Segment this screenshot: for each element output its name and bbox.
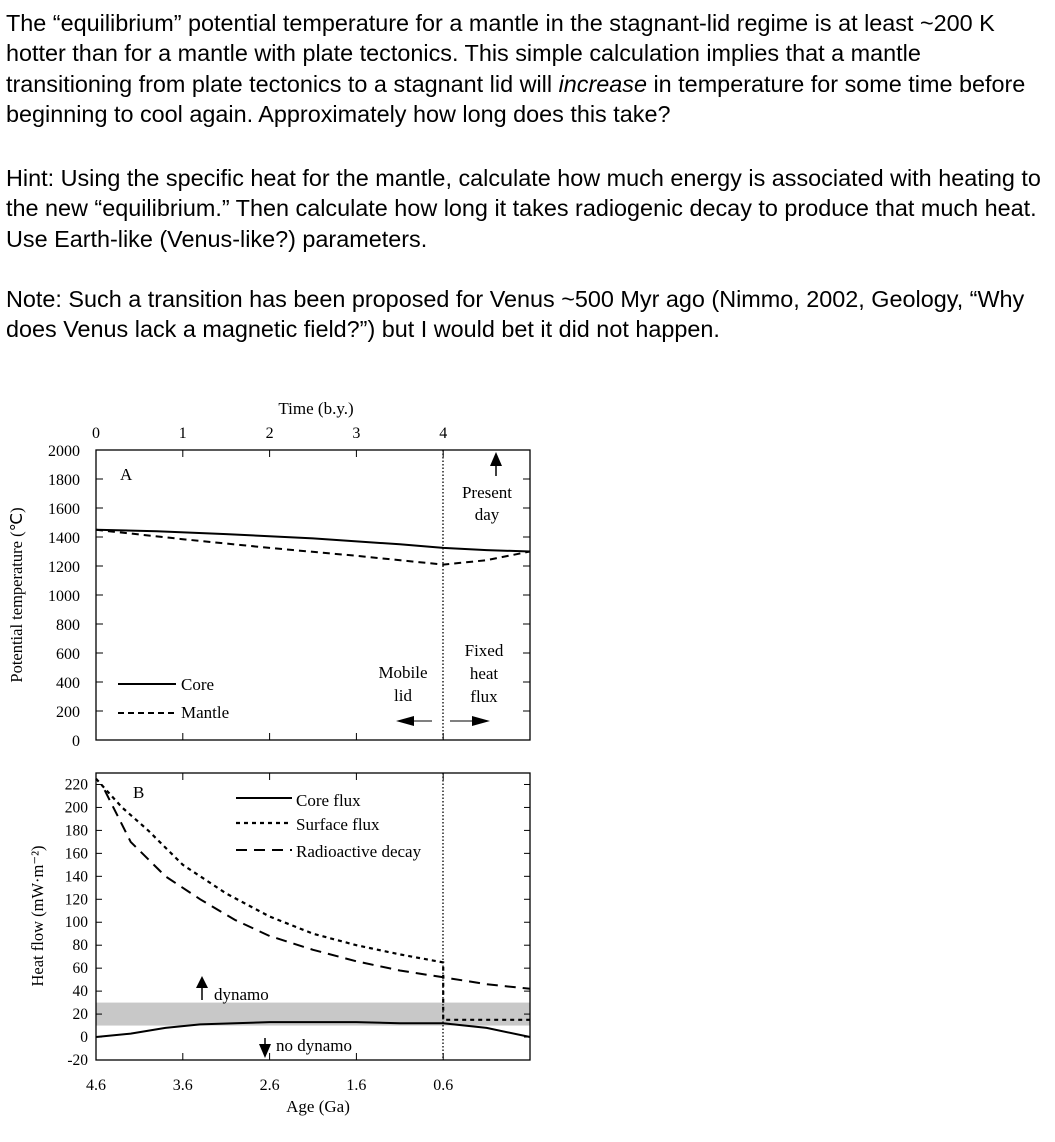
panel-a-x-tick-label: 0: [92, 425, 100, 442]
fixed-flux-arrow: [450, 716, 490, 726]
mobile-lid-arrow-head: [396, 716, 414, 726]
question-text-after: in temperature for some time before beginning to cool again. Approximately how long does this take?: [6, 70, 1026, 127]
legend-surface-flux-label: Surface flux: [296, 815, 380, 834]
panel-b-y-tick-label: 60: [72, 960, 88, 978]
legend-core-flux-label: Core flux: [296, 791, 361, 810]
legend-mantle-label: Mantle: [181, 703, 230, 722]
hint-paragraph: Hint: Using the specific heat for the mantle, calculate how much energy is associated with heating to the new “equilibrium.” Then calculate how long it takes radiogenic decay to produce that much heat. Use Earth-like (Venus-like?) parameters.: [6, 165, 1041, 252]
panel-a-core-line: [96, 530, 530, 552]
legend-core-label: Core: [181, 675, 215, 694]
panel-a-x-tick-label: 3: [352, 425, 361, 442]
figure: [0, 380, 560, 1120]
panel-a-y-tick-label: 1400: [48, 530, 80, 547]
dynamo-label: dynamo: [214, 985, 269, 1004]
mobile-lid-arrow: [396, 716, 432, 726]
note-paragraph: Note: Such a transition has been proposed for Venus ~500 Myr ago (Nimmo, 2002, Geology, “Why does Venus lack a magnetic field?”) but I would bet it did not happen.: [6, 286, 1025, 343]
present-day-label: Present day: [461, 483, 513, 524]
panel-b-legend: [236, 791, 422, 861]
panel-b-ylabel: Heat flow (mW·m⁻²): [28, 845, 47, 987]
panel-b-y-tick-label: 120: [64, 891, 88, 909]
fixed-flux-arrow-head: [472, 716, 490, 726]
panel-a-y-tick-label: 600: [56, 646, 80, 663]
panel-b-x-tick-label: 4.6: [86, 1077, 106, 1094]
panel-b-y-tick-label: 0: [80, 1029, 88, 1047]
panel-b-y-tick-label: 220: [64, 776, 88, 794]
panel-b-label: B: [133, 783, 145, 802]
panel-b-y-tick-label: 20: [72, 1006, 88, 1024]
legend-radioactive-decay-label: Radioactive decay: [296, 842, 422, 861]
panel-b-y-tick-label: 100: [64, 914, 88, 932]
panel-a-label: A: [120, 465, 133, 484]
panel-b-x-tick-label: 0.6: [433, 1077, 454, 1094]
panel-b-y-tick-label: 200: [64, 799, 88, 817]
panel-a-x-tick-label: 4: [439, 425, 448, 442]
panel-b-x-tick-label: 2.6: [259, 1077, 280, 1094]
panel-a-y-tick-label: 400: [56, 675, 80, 692]
panel-a-y-tick-label: 0: [72, 733, 80, 750]
panel-a-y-tick-label: 1800: [48, 472, 80, 489]
panel-a-x-tick-label: 2: [265, 425, 274, 442]
panel-a: [7, 399, 530, 750]
panel-b-y-tick-label: 140: [64, 868, 88, 886]
panel-a-y-tick-label: 800: [56, 617, 80, 634]
panel-b-x-tick-label: 1.6: [346, 1077, 367, 1094]
panel-a-legend: [118, 675, 229, 722]
panel-a-y-tick-label: 1000: [48, 588, 80, 605]
no-dynamo-label: no dynamo: [276, 1036, 353, 1055]
panel-a-y-tick-label: 200: [56, 704, 80, 721]
panel-b-y-tick-label: -20: [67, 1052, 88, 1069]
no-dynamo-marker: [259, 1036, 352, 1058]
panel-a-y-ticks: [48, 443, 530, 750]
panel-a-ylabel: Potential temperature (℃): [7, 507, 26, 683]
panel-b-y-tick-label: 180: [64, 822, 88, 840]
panel-b-y-tick-label: 80: [72, 937, 88, 955]
question-text-before: The “equilibrium” potential temperature for a mantle in the stagnant-lid regime is at least ~200 K hotter than for a mantle with plate tectonics. This simple calculation implies that a mantle transitioning from plate tectonics to a stagnant lid will: [6, 10, 995, 97]
present-day-marker: [462, 452, 512, 524]
panel-a-y-tick-label: 1600: [48, 501, 80, 518]
panel-b-y-tick-label: 40: [72, 983, 88, 1001]
fixed-heat-flux-label: Fixed heat flux: [464, 641, 504, 706]
panel-b: [28, 773, 530, 1116]
present-day-arrow-head: [490, 452, 502, 466]
panel-a-x-tick-label: 1: [178, 425, 187, 442]
panel-a-y-tick-label: 1200: [48, 559, 80, 576]
panel-a-mantle-line: [96, 530, 530, 565]
dynamo-marker: [196, 976, 269, 1004]
question-paragraph: [6, 8, 1046, 129]
panel-b-xlabel: Age (Ga): [286, 1097, 350, 1116]
panel-a-y-tick-label: 2000: [48, 443, 80, 460]
question-emphasis: increase: [558, 70, 647, 97]
panel-a-time-axis-label: Time (b.y.): [278, 399, 354, 418]
panel-b-x-tick-label: 3.6: [172, 1077, 193, 1094]
panel-b-y-tick-label: 160: [64, 845, 88, 863]
mobile-lid-label: Mobile lid: [378, 663, 428, 705]
